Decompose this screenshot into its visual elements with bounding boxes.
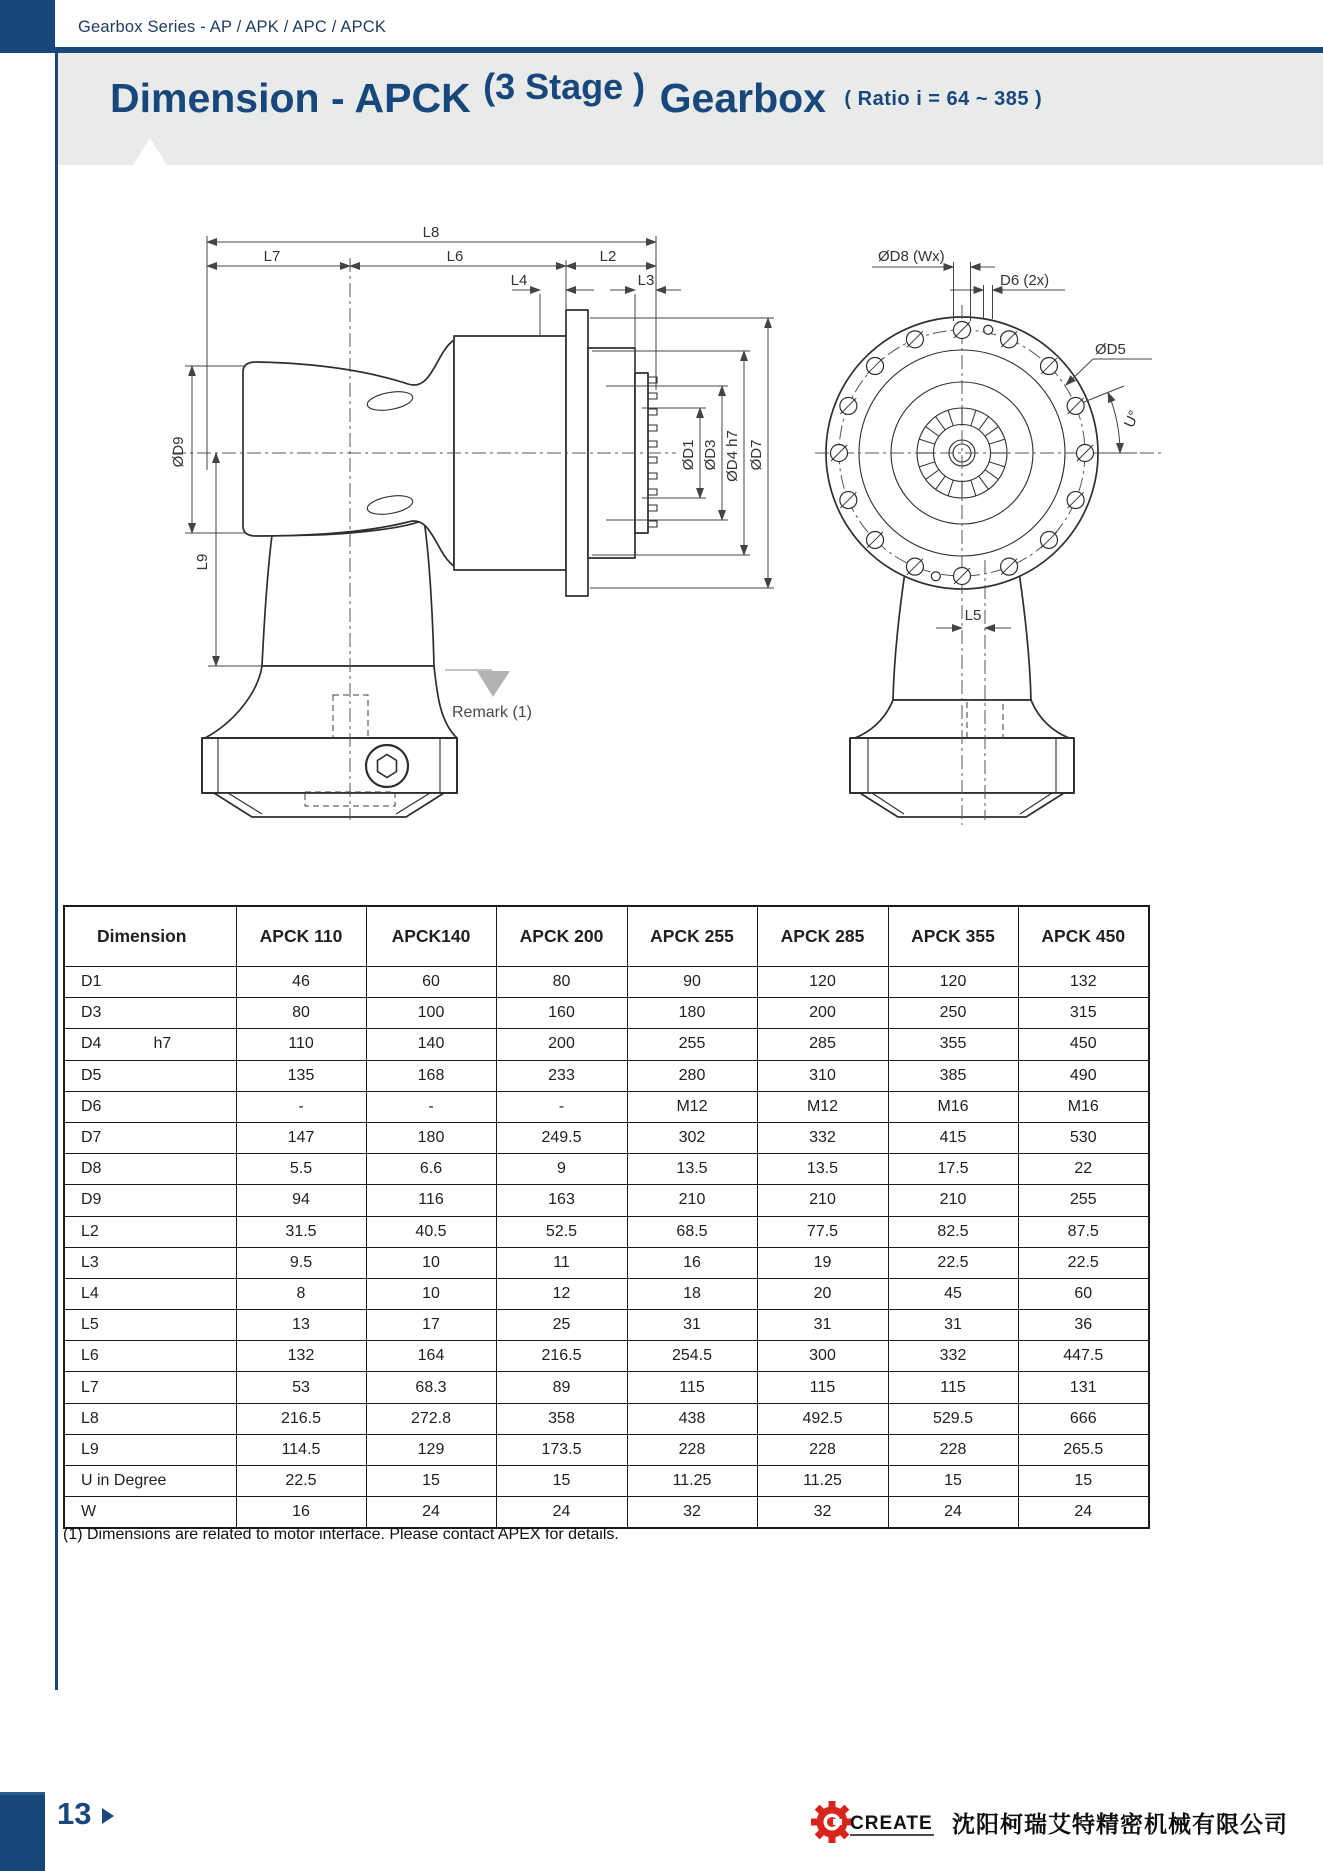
dimension-value: 255 <box>627 1029 757 1060</box>
dimension-value: 9 <box>496 1154 627 1185</box>
dim-label-d8: ØD8 (Wx) <box>878 248 945 265</box>
dim-label-l7: L7 <box>263 248 281 265</box>
technical-drawing <box>60 170 1170 850</box>
dimension-value: 132 <box>1018 967 1149 998</box>
dimension-value: 22.5 <box>888 1247 1018 1278</box>
dimension-value: 24 <box>496 1497 627 1529</box>
dimension-value: 100 <box>366 998 496 1029</box>
dimension-value: 15 <box>496 1466 627 1497</box>
dimension-name: W <box>64 1497 236 1529</box>
dimension-value: 114.5 <box>236 1434 366 1465</box>
dimension-value: 94 <box>236 1185 366 1216</box>
dimension-name: D7 <box>64 1122 236 1153</box>
table-row <box>64 1185 1149 1216</box>
dimension-value: - <box>236 1091 366 1122</box>
dim-label-l3: L3 <box>637 272 655 289</box>
dimension-value: 17.5 <box>888 1154 1018 1185</box>
col-header-apck355: APCK 355 <box>888 906 1018 967</box>
dim-label-l4: L4 <box>510 272 528 289</box>
dimension-value: 10 <box>366 1247 496 1278</box>
dimension-value: 12 <box>496 1278 627 1309</box>
title-stage: (3 Stage ) <box>483 66 646 107</box>
dim-label-d5: ØD5 <box>1095 341 1126 358</box>
table-footnote: (1) Dimensions are related to motor interface. Please contact APEX for details. <box>63 1526 619 1543</box>
table-row <box>64 1247 1149 1278</box>
dimension-value: 40.5 <box>366 1216 496 1247</box>
dimension-value: 228 <box>627 1434 757 1465</box>
table-row <box>64 1278 1149 1309</box>
dimension-value: 529.5 <box>888 1403 1018 1434</box>
dimension-value: 180 <box>627 998 757 1029</box>
dimension-name: D9 <box>64 1185 236 1216</box>
dimension-name: U in Degree <box>64 1466 236 1497</box>
table-row <box>64 1310 1149 1341</box>
dim-label-d9: ØD9 <box>170 436 187 468</box>
dimension-value: 216.5 <box>496 1341 627 1372</box>
table-row <box>64 1497 1149 1529</box>
dim-label-l9: L9 <box>194 553 211 571</box>
dimension-value: 210 <box>627 1185 757 1216</box>
dimension-value: 22.5 <box>1018 1247 1149 1278</box>
dimension-value: 13.5 <box>757 1154 888 1185</box>
dimension-name: D5 <box>64 1060 236 1091</box>
dimension-value: 5.5 <box>236 1154 366 1185</box>
dimension-value: 450 <box>1018 1029 1149 1060</box>
dimension-name: L7 <box>64 1372 236 1403</box>
dimension-name: L4 <box>64 1278 236 1309</box>
table-header-row <box>64 906 1149 967</box>
dimension-value: 68.5 <box>627 1216 757 1247</box>
gear-icon <box>811 1801 853 1843</box>
dimension-value: 332 <box>888 1341 1018 1372</box>
dimension-value: M16 <box>1018 1091 1149 1122</box>
dimension-value: 120 <box>757 967 888 998</box>
page-arrow-icon <box>102 1808 114 1824</box>
title-product: Gearbox <box>659 75 826 121</box>
logo-text: CREATE <box>850 1813 933 1834</box>
dimension-value: 36 <box>1018 1310 1149 1341</box>
dimension-value: 24 <box>1018 1497 1149 1529</box>
table-row <box>64 967 1149 998</box>
dimension-value: 315 <box>1018 998 1149 1029</box>
dimension-value: 115 <box>757 1372 888 1403</box>
remark-triangle-icon <box>477 671 510 697</box>
dimension-value: 310 <box>757 1060 888 1091</box>
dimension-value: 272.8 <box>366 1403 496 1434</box>
dimension-value: 200 <box>757 998 888 1029</box>
dimension-name: L2 <box>64 1216 236 1247</box>
dimension-value: 24 <box>366 1497 496 1529</box>
dim-label-l6: L6 <box>446 248 464 265</box>
dimension-value: 80 <box>236 998 366 1029</box>
dimension-value: 68.3 <box>366 1372 496 1403</box>
table-row <box>64 1372 1149 1403</box>
dimension-value: 22.5 <box>236 1466 366 1497</box>
left-rule <box>55 53 58 1690</box>
table-row <box>64 1060 1149 1091</box>
dimension-value: 17 <box>366 1310 496 1341</box>
dimension-value: 163 <box>496 1185 627 1216</box>
dim-label-l2: L2 <box>599 248 617 265</box>
dimension-value: 168 <box>366 1060 496 1091</box>
dimension-value: 16 <box>627 1247 757 1278</box>
dimension-value: 200 <box>496 1029 627 1060</box>
dimension-value: 530 <box>1018 1122 1149 1153</box>
dimension-value: 90 <box>627 967 757 998</box>
dimension-value: 135 <box>236 1060 366 1091</box>
side-view-body <box>202 310 648 817</box>
dimension-value: M12 <box>757 1091 888 1122</box>
col-header-apck450: APCK 450 <box>1018 906 1149 967</box>
dimension-table <box>63 905 1150 1529</box>
dimension-value: 228 <box>888 1434 1018 1465</box>
dimension-value: M16 <box>888 1091 1018 1122</box>
table-row <box>64 1154 1149 1185</box>
company-name: 沈阳柯瑞艾特精密机械有限公司 <box>952 1812 1288 1838</box>
create-logo <box>806 1794 966 1850</box>
dimension-value: 11.25 <box>627 1466 757 1497</box>
col-header-apck285: APCK 285 <box>757 906 888 967</box>
dimension-value: 9.5 <box>236 1247 366 1278</box>
title-main: Dimension - APCK <box>110 75 471 121</box>
dim-label-d1: ØD1 <box>680 439 697 471</box>
dimension-value: 438 <box>627 1403 757 1434</box>
dim-label-d4: ØD4 h7 <box>724 430 741 482</box>
col-header-apck200: APCK 200 <box>496 906 627 967</box>
dimension-value: 10 <box>366 1278 496 1309</box>
dimension-value: 16 <box>236 1497 366 1529</box>
table-row <box>64 1341 1149 1372</box>
title-notch <box>133 138 167 165</box>
remark-pointer <box>445 670 510 697</box>
dimension-value: 115 <box>888 1372 1018 1403</box>
dimension-value: 255 <box>1018 1185 1149 1216</box>
dimension-name: L8 <box>64 1403 236 1434</box>
dimension-value: 31 <box>627 1310 757 1341</box>
dimension-value: 385 <box>888 1060 1018 1091</box>
dimension-value: 358 <box>496 1403 627 1434</box>
dimension-value: 53 <box>236 1372 366 1403</box>
table-row <box>64 1091 1149 1122</box>
dimension-value: 11.25 <box>757 1466 888 1497</box>
dimension-value: 89 <box>496 1372 627 1403</box>
dimension-value: 11 <box>496 1247 627 1278</box>
col-header-dimension: Dimension <box>64 906 236 967</box>
dimension-value: 20 <box>757 1278 888 1309</box>
col-header-apck140: APCK140 <box>366 906 496 967</box>
dimension-value: 285 <box>757 1029 888 1060</box>
table-row <box>64 1122 1149 1153</box>
table-row <box>64 1029 1149 1060</box>
dimension-value: 13 <box>236 1310 366 1341</box>
dimension-value: 77.5 <box>757 1216 888 1247</box>
page-number: 13 <box>57 1796 92 1831</box>
table-row <box>64 998 1149 1029</box>
table-row <box>64 1466 1149 1497</box>
dimension-value: 210 <box>888 1185 1018 1216</box>
dimension-value: 25 <box>496 1310 627 1341</box>
dimension-value: 490 <box>1018 1060 1149 1091</box>
dimension-value: 24 <box>888 1497 1018 1529</box>
dim-label-d3: ØD3 <box>702 439 719 471</box>
page-title <box>110 66 1043 122</box>
dimension-value: 254.5 <box>627 1341 757 1372</box>
dimension-value: 19 <box>757 1247 888 1278</box>
dimension-value: 115 <box>627 1372 757 1403</box>
dimension-value: 46 <box>236 967 366 998</box>
dimension-value: 228 <box>757 1434 888 1465</box>
header-series: Gearbox Series - AP / APK / APC / APCK <box>78 18 387 36</box>
dimension-name: D6 <box>64 1091 236 1122</box>
dimension-value: 32 <box>757 1497 888 1529</box>
dimension-value: 60 <box>1018 1278 1149 1309</box>
dimension-name: L3 <box>64 1247 236 1278</box>
dimension-value: - <box>496 1091 627 1122</box>
dimension-name: D3 <box>64 998 236 1029</box>
dimension-value: 45 <box>888 1278 1018 1309</box>
dimension-name: D1 <box>64 967 236 998</box>
dimension-value: 132 <box>236 1341 366 1372</box>
dimension-value: 60 <box>366 967 496 998</box>
dimension-value: 164 <box>366 1341 496 1372</box>
footer-block <box>0 1792 45 1871</box>
dimension-value: 18 <box>627 1278 757 1309</box>
corner-block <box>0 0 55 47</box>
dim-label-l8: L8 <box>422 224 440 241</box>
dimension-name: L9 <box>64 1434 236 1465</box>
dimension-value: 332 <box>757 1122 888 1153</box>
dimension-value: 447.5 <box>1018 1341 1149 1372</box>
dimension-value: 415 <box>888 1122 1018 1153</box>
dimension-name: L6 <box>64 1341 236 1372</box>
dimension-value: 80 <box>496 967 627 998</box>
dimension-value: 249.5 <box>496 1122 627 1153</box>
dimension-value: 87.5 <box>1018 1216 1149 1247</box>
dimension-value: 492.5 <box>757 1403 888 1434</box>
dimension-value: 666 <box>1018 1403 1149 1434</box>
dimension-value: 300 <box>757 1341 888 1372</box>
dimension-name: D4 h7 <box>64 1029 236 1060</box>
dimension-value: 52.5 <box>496 1216 627 1247</box>
dimension-name: L5 <box>64 1310 236 1341</box>
dimension-value: 129 <box>366 1434 496 1465</box>
dim-label-u: U° <box>1120 407 1144 431</box>
dimension-value: 120 <box>888 967 1018 998</box>
dimension-value: 250 <box>888 998 1018 1029</box>
dimension-value: 216.5 <box>236 1403 366 1434</box>
title-ratio: ( Ratio i = 64 ~ 385 ) <box>844 88 1043 110</box>
dimension-value: 31 <box>888 1310 1018 1341</box>
dim-label-l5: L5 <box>964 607 982 624</box>
dimension-value: 140 <box>366 1029 496 1060</box>
dim-label-d7: ØD7 <box>748 439 765 471</box>
dimension-value: 15 <box>888 1466 1018 1497</box>
dimension-value: 147 <box>236 1122 366 1153</box>
dimension-value: 131 <box>1018 1372 1149 1403</box>
table-row <box>64 1403 1149 1434</box>
dimension-value: 15 <box>1018 1466 1149 1497</box>
title-band <box>58 53 1323 165</box>
dimension-value: 173.5 <box>496 1434 627 1465</box>
table-row <box>64 1216 1149 1247</box>
dimension-value: 302 <box>627 1122 757 1153</box>
dimension-value: M12 <box>627 1091 757 1122</box>
dimension-value: 15 <box>366 1466 496 1497</box>
dimension-value: 82.5 <box>888 1216 1018 1247</box>
dimension-value: 265.5 <box>1018 1434 1149 1465</box>
remark-label: Remark (1) <box>452 704 533 721</box>
dimension-value: 31 <box>757 1310 888 1341</box>
dimension-value: - <box>366 1091 496 1122</box>
dimension-value: 8 <box>236 1278 366 1309</box>
dimension-value: 22 <box>1018 1154 1149 1185</box>
dimension-value: 280 <box>627 1060 757 1091</box>
dimension-value: 116 <box>366 1185 496 1216</box>
dimension-value: 13.5 <box>627 1154 757 1185</box>
dimension-value: 180 <box>366 1122 496 1153</box>
dimension-value: 210 <box>757 1185 888 1216</box>
dimension-value: 355 <box>888 1029 1018 1060</box>
col-header-apck110: APCK 110 <box>236 906 366 967</box>
dimension-value: 6.6 <box>366 1154 496 1185</box>
dimension-value: 31.5 <box>236 1216 366 1247</box>
dimension-value: 32 <box>627 1497 757 1529</box>
table-row <box>64 1434 1149 1465</box>
dimension-name: D8 <box>64 1154 236 1185</box>
col-header-apck255: APCK 255 <box>627 906 757 967</box>
dimension-value: 233 <box>496 1060 627 1091</box>
dimension-value: 110 <box>236 1029 366 1060</box>
dim-label-d6: D6 (2x) <box>1000 272 1050 289</box>
dimension-value: 160 <box>496 998 627 1029</box>
